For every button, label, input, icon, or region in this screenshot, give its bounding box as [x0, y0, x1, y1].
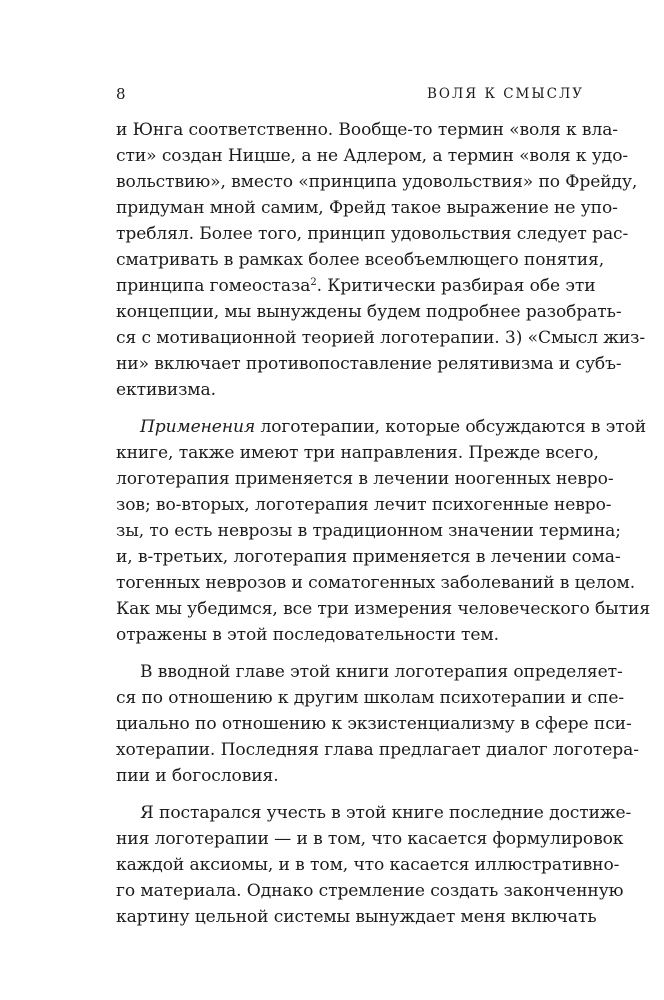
- body-text: [116, 117, 651, 930]
- text-line: ективизма.: [116, 380, 216, 400]
- paragraph: [116, 414, 651, 648]
- text-line: тогенных неврозов и соматогенных заболеваний в целом.: [116, 573, 636, 593]
- text-line: хотерапии. Последняя глава предлагает диалог логотера-: [116, 740, 639, 760]
- text-line: пии и богословия.: [116, 766, 279, 786]
- italic-term: Применения: [140, 417, 256, 437]
- text-line: отражены в этой последовательности тем.: [116, 625, 499, 645]
- text-line: ся по отношению к другим школам психотерапии и спе-: [116, 688, 625, 708]
- text-line: [116, 414, 647, 440]
- text-line: ся с мотивационной теорией логотерапии. 3) «Смысл жиз-: [116, 328, 646, 348]
- text-line: [116, 273, 596, 299]
- page-number: 8: [116, 85, 126, 103]
- text-line: Я постарался учесть в этой книге последние достиже-: [140, 803, 632, 823]
- paragraph: [116, 659, 639, 789]
- text-line: В вводной главе этой книги логотерапия определяет-: [140, 662, 623, 682]
- text-line: вольствию», вместо «принципа удовольствия» по Фрейду,: [116, 172, 638, 192]
- text-line: и Юнга соответственно. Вообще-то термин «воля к вла-: [116, 120, 618, 140]
- text-line: циально по отношению к экзистенциализму в сфере пси-: [116, 714, 632, 734]
- text-line: сматривать в рамках более всеобъемлющего понятия,: [116, 250, 605, 270]
- text-fragment: . Критически разбирая обе эти: [316, 276, 596, 296]
- text-line: логотерапия применяется в лечении ноогенных невро-: [116, 469, 614, 489]
- text-line: ни» включает противопоставление релятивизма и субъ-: [116, 354, 622, 374]
- text-line: треблял. Более того, принцип удовольствия следует рас-: [116, 224, 629, 244]
- text-line: зов; во-вторых, логотерапия лечит психогенные невро-: [116, 495, 612, 515]
- paragraph: [116, 117, 646, 403]
- text-line: го материала. Однако стремление создать законченную: [116, 881, 624, 901]
- text-fragment: логотерапии, которые обсуждаются в этой: [255, 417, 647, 437]
- text-line: зы, то есть неврозы в традиционном значении термина;: [116, 521, 621, 541]
- running-title: ВОЛЯ К СМЫСЛУ: [427, 86, 584, 102]
- text-line: книге, также имеют три направления. Прежде всего,: [116, 443, 599, 463]
- text-line: и, в-третьих, логотерапия применяется в лечении сома-: [116, 547, 621, 567]
- text-line: концепции, мы вынуждены будем подробнее разобрать-: [116, 302, 622, 322]
- text-line: сти» создан Ницше, а не Адлером, а термин «воля к удо-: [116, 146, 629, 166]
- text-line: каждой аксиомы, и в том, что касается иллюстративно-: [116, 855, 620, 875]
- text-line: Как мы убедимся, все три измерения человеческого бытия: [116, 599, 651, 619]
- paragraph: [116, 800, 632, 930]
- text-fragment: принципа гомеостаза: [116, 276, 311, 296]
- text-line: ния логотерапии — и в том, что касается формулировок: [116, 829, 624, 849]
- footnote-marker: 2: [310, 277, 317, 288]
- text-line: картину цельной системы вынуждает меня включать: [116, 907, 597, 927]
- text-line: придуман мной самим, Фрейд такое выражение не упо-: [116, 198, 618, 218]
